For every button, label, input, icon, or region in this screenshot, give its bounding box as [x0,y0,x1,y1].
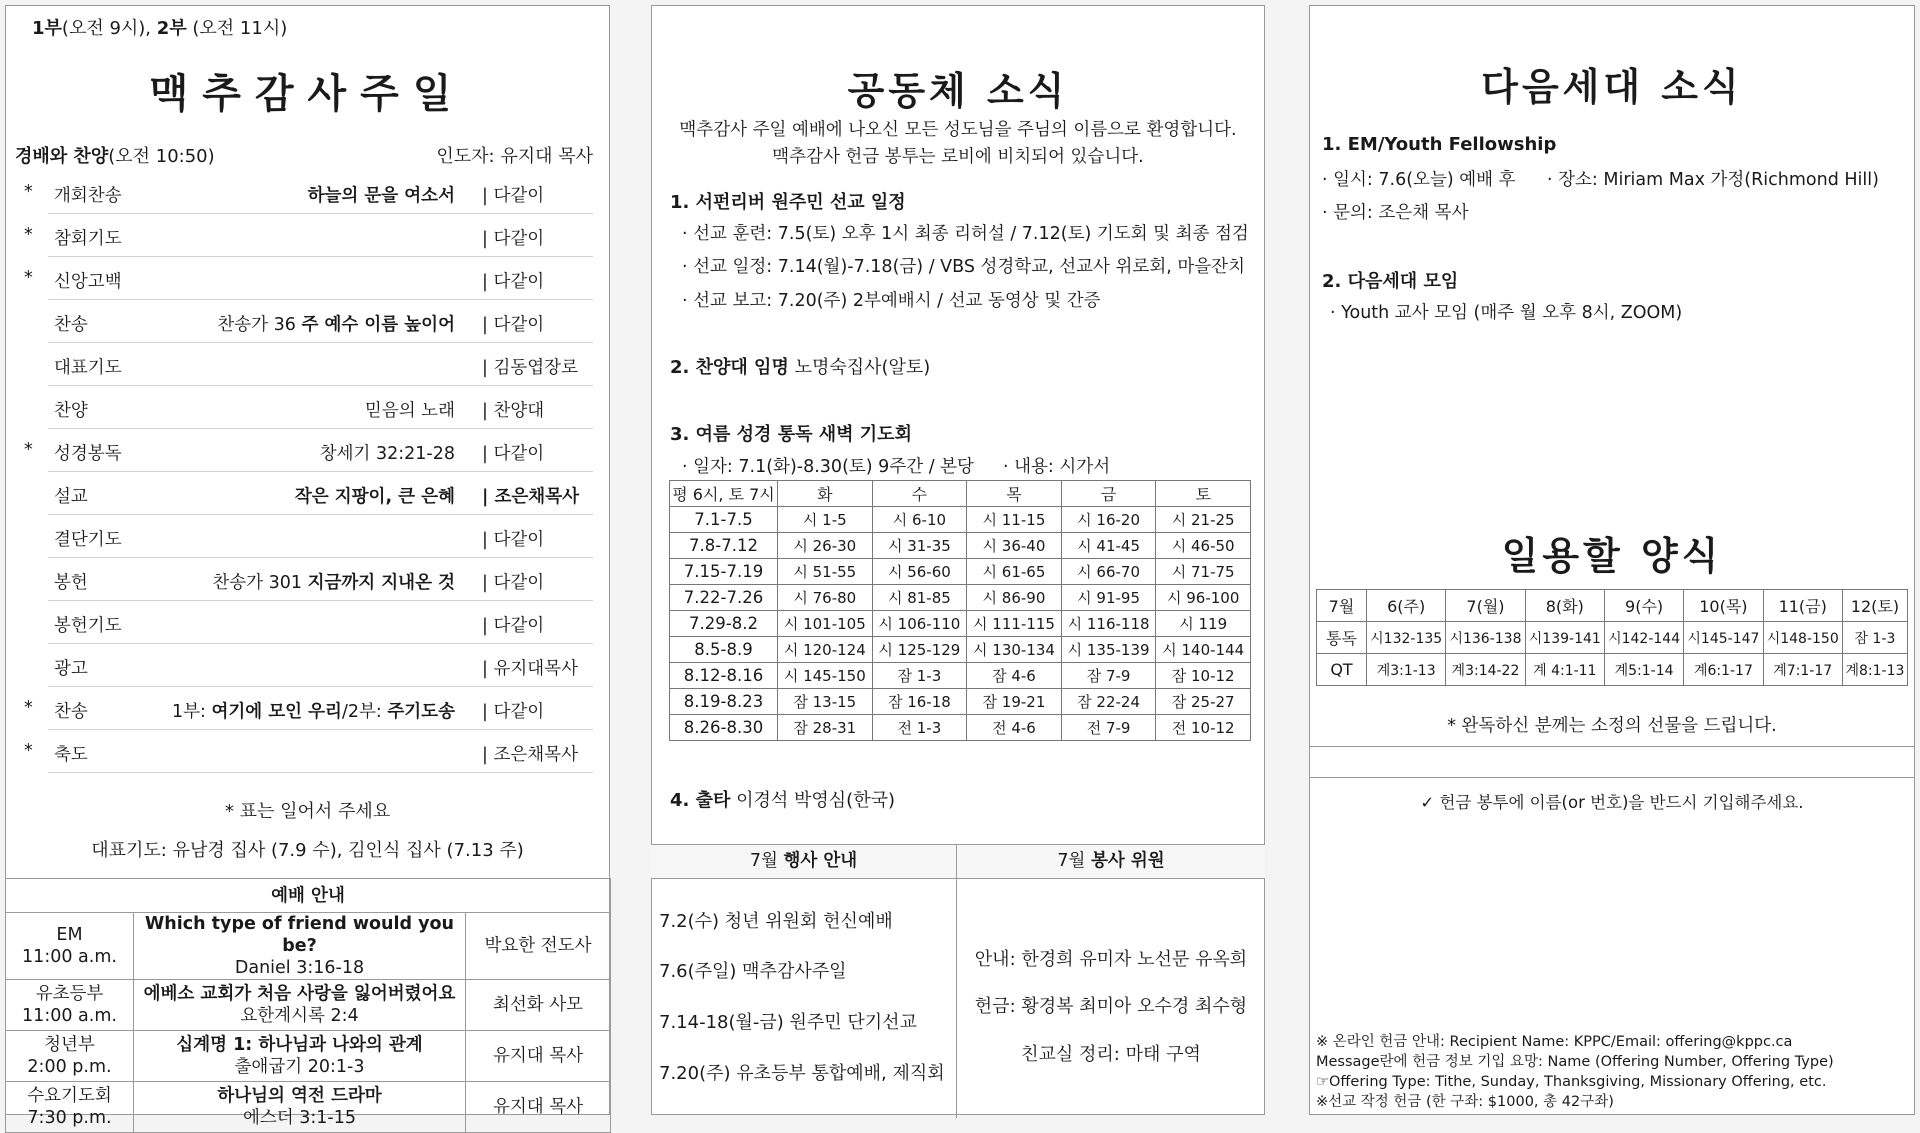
mission-section-title: 1. 서펀리버 원주민 선교 일정 [670,192,906,213]
youth-fellowship-title: 1. EM/Youth Fellowship [1322,134,1557,155]
service-time: 7:30 p.m. [27,1108,112,1128]
reading-cell: 전 4-6 [967,715,1062,741]
table-row [670,715,1251,741]
page-title: 맥추감사주일 [149,71,466,117]
events-header-label: 행사 안내 [783,851,858,871]
away-section [670,786,895,812]
volunteers-header-label: 봉사 위원 [1090,851,1165,871]
service-2-time: (오전 11시) [186,18,288,39]
service-2-label: /2부: [341,702,388,722]
table-row [6,980,611,1031]
table-header-row [670,481,1251,507]
table-row [670,585,1251,611]
sermon-cell [134,1082,466,1133]
sermon-cell [134,913,466,980]
col-header: 8(화) [1525,590,1604,622]
table-row [6,913,611,980]
order-item-name: 찬양 [54,401,88,421]
reading-cell: 시 119 [1156,611,1251,637]
order-item-name: 신앙고백 [54,272,122,292]
scripture-reference: 창세기 32:21-28 [319,444,455,464]
order-item-name: 봉헌기도 [54,616,122,636]
choir-title: 2. 찬양대 임명 [670,357,789,378]
reading-cell: 잠 1-3 [872,663,967,689]
gift-note: * 완독하신 분께는 소정의 선물을 드립니다. [1447,716,1777,736]
reading-cell: 잠 19-21 [967,689,1062,715]
col-header: 목 [967,481,1062,507]
next-gen-meeting-title: 2. 다음세대 모임 [1322,271,1459,292]
stand-marker: * [24,698,33,718]
mission-report: · 선교 보고: 7.20(주) 2부예배시 / 선교 동영상 및 간증 [682,291,1101,311]
reading-cell: 잠 22-24 [1061,689,1156,715]
reading-cell: 시 140-144 [1156,637,1251,663]
reading-cell: 시142-144 [1604,622,1683,654]
reading-cell: 시 145-150 [778,663,873,689]
table-row [6,1082,611,1133]
order-item-detail [217,311,455,336]
july-info-grid [651,844,1265,1117]
service-name: 유초등부 [35,984,104,1004]
order-item-detail [212,569,455,594]
volunteers-header-month: 7월 [1057,851,1091,871]
divider [1310,746,1914,747]
preacher-cell: 박요한 전도사 [466,913,611,980]
order-item-detail: 믿음의 노래 [364,401,455,421]
week-range: 8.26-8.30 [670,715,778,741]
col-header: 화 [778,481,873,507]
reading-cell: 잠 7-9 [1061,663,1156,689]
row-label: 통독 [1317,622,1367,654]
reading-cell: 시 51-55 [778,559,873,585]
order-item-person: | 다같이 [482,616,545,636]
week-range: 7.29-8.2 [670,611,778,637]
worship-header [15,142,593,168]
divider [1310,777,1914,778]
reading-cell: 시 76-80 [778,585,873,611]
reading-cell: 전 10-12 [1156,715,1251,741]
stand-marker: * [24,182,33,202]
sermon-title: 십계명 1: 하나님과 나와의 관계 [176,1035,423,1055]
stand-note: * 표는 일어서 주세요 [224,801,391,822]
volunteers-column [957,845,1265,1118]
volunteer-item: 안내: 한경희 유미자 노선문 유옥희 [974,949,1248,970]
order-row [24,257,593,300]
qt-cell: 계6:1-17 [1684,654,1763,686]
reading-cell: 시 66-70 [1061,559,1156,585]
order-row [24,687,593,730]
stand-marker: * [24,225,33,245]
reading-cell: 잠 4-6 [967,663,1062,689]
reading-cell: 시136-138 [1446,622,1525,654]
hymn-title: 여기에 모인 우리 [211,702,342,722]
welcome-line-2: 맥추감사 헌금 봉투는 로비에 비치되어 있습니다. [772,147,1144,167]
order-row [48,601,593,644]
preacher-name: | 조은채목사 [482,487,580,507]
sermon-verse: 에스더 3:1-15 [242,1108,357,1128]
qt-cell: 계3:14-22 [1446,654,1525,686]
choir-section [670,353,930,379]
community-news-title: 공동체 소식 [847,69,1069,113]
reading-cell: 시 96-100 [1156,585,1251,611]
away-title: 4. 출타 [670,790,731,811]
order-item-name: 참회기도 [54,229,122,249]
online-note-line: Message란에 헌금 정보 기입 요망: Name (Offering Number, Offering Type) [1316,1054,1834,1070]
service-name-cell [6,980,134,1031]
reading-cell: 시 125-129 [872,637,967,663]
reading-dates: · 일자: 7.1(화)-8.30(토) 9주간 / 본당 [682,457,974,477]
hymn-title: 지금까지 지내온 것 [307,573,455,593]
sermon-title: 에베소 교회가 처음 사랑을 잃어버렸어요 [143,984,456,1004]
table-row [670,533,1251,559]
col-header: 토 [1156,481,1251,507]
table-row [1317,654,1908,686]
order-item-detail [308,182,455,207]
volunteers-header [957,845,1265,879]
order-row [48,343,593,386]
reading-cell: 시132-135 [1367,622,1446,654]
order-item-person [482,483,579,508]
order-of-worship [26,171,593,773]
col-header: 6(주) [1367,590,1446,622]
event-item: 7.2(수) 청년 위원회 헌신예배 [659,911,893,932]
stand-marker: * [24,268,33,288]
sermon-cell [134,980,466,1031]
hymn-title: 주 예수 이름 높이어 [301,315,455,335]
reading-cell: 시 31-35 [872,533,967,559]
reading-cell: 시 1-5 [778,507,873,533]
order-item-person: | 찬양대 [482,401,545,421]
hymn-number: 찬송가 36 [217,315,302,335]
order-item-person: | 다같이 [482,186,545,206]
reading-cell: 시 46-50 [1156,533,1251,559]
service-time: 11:00 a.m. [22,947,117,967]
reading-cell: 시 11-15 [967,507,1062,533]
service-name-cell [6,1031,134,1082]
service-name: 청년부 [44,1035,95,1055]
left-panel-worship-order [5,5,610,1128]
order-row [48,558,593,601]
reading-cell: 시 81-85 [872,585,967,611]
service-name-cell [6,913,134,980]
table-row [670,507,1251,533]
reading-cell: 시 86-90 [967,585,1062,611]
reading-cell: 잠 25-27 [1156,689,1251,715]
service-name-cell [6,1082,134,1133]
table-row [670,637,1251,663]
reading-cell: 전 1-3 [872,715,967,741]
week-range: 7.15-7.19 [670,559,778,585]
event-item: 7.6(주일) 맥추감사주일 [659,961,847,982]
welcome-line-1: 맥추감사 주일 예배에 나오신 모든 성도님을 주님의 이름으로 환영합니다. [679,120,1237,140]
preacher-cell: 유지대 목사 [466,1031,611,1082]
order-item-person: | 조은채목사 [482,745,578,765]
order-row [24,171,593,214]
reading-cell: 시 116-118 [1061,611,1156,637]
reading-cell: 시 21-25 [1156,507,1251,533]
reading-cell: 시139-141 [1525,622,1604,654]
order-item-person: | 다같이 [482,272,545,292]
table-row [1317,622,1908,654]
order-item-name: 설교 [54,487,88,507]
right-panel-next-generation [1309,5,1915,1115]
mission-schedule: · 선교 일정: 7.14(월)-7.18(금) / VBS 성경학교, 선교사 위로회, 마을잔치 [682,257,1245,277]
order-item-name: 봉헌 [54,573,88,593]
reading-cell: 잠 28-31 [778,715,873,741]
col-header: 7(월) [1446,590,1525,622]
order-row [48,300,593,343]
reading-cell: 시 71-75 [1156,559,1251,585]
online-note-line: ☞Offering Type: Tithe, Sunday, Thanksgiving, Missionary Offering, etc. [1316,1074,1827,1090]
service-time: 11:00 a.m. [22,1006,117,1026]
order-row [24,429,593,472]
sermon-title-text: 작은 지팡이, 큰 은혜 [294,487,455,507]
week-range: 8.5-8.9 [670,637,778,663]
choir-text: 노명숙집사(알토) [788,357,931,378]
prayer-note: 대표기도: 유남경 집사 (7.9 수), 김인식 집사 (7.13 주) [91,840,524,861]
fellowship-place: · 장소: Miriam Max 가정(Richmond Hill) [1547,170,1879,190]
order-row [24,214,593,257]
order-item-name: 성경봉독 [54,444,122,464]
order-item-person: | 다같이 [482,444,545,464]
sermon-verse: 출애굽기 20:1-3 [234,1057,365,1077]
qt-cell: 계7:1-17 [1763,654,1842,686]
services-table [5,878,611,1133]
col-header: 금 [1061,481,1156,507]
reading-cell: 잠 13-15 [778,689,873,715]
table-row [670,689,1251,715]
preacher-cell: 유지대 목사 [466,1082,611,1133]
middle-panel-community-news [651,5,1265,1115]
online-note-line: ※선교 작정 헌금 (한 구좌: $1000, 총 42구좌) [1316,1094,1614,1110]
order-item-person: | 다같이 [482,573,545,593]
sermon-verse: Daniel 3:16-18 [234,958,365,978]
service-2: 2부 [156,18,187,39]
col-header: 수 [872,481,967,507]
reading-cell: 시 120-124 [778,637,873,663]
order-item-name: 결단기도 [54,530,122,550]
reading-cell: 시 16-20 [1061,507,1156,533]
order-row [24,730,593,773]
service-name: 수요기도회 [27,1086,112,1106]
order-item-person: | 다같이 [482,315,545,335]
order-item-name: 찬송 [54,702,88,722]
order-item-name: 대표기도 [54,358,122,378]
events-column [651,845,957,1118]
qt-cell: 계 4:1-11 [1525,654,1604,686]
reading-cell: 시145-147 [1684,622,1763,654]
online-offering-notes [1316,1032,1834,1112]
service-time: 2:00 p.m. [27,1057,112,1077]
order-item-detail [172,698,455,723]
worship-label: 경배와 찬양 [15,146,109,167]
reading-cell: 시 41-45 [1061,533,1156,559]
order-item-person: | 다같이 [482,229,545,249]
table-row [670,559,1251,585]
event-item: 7.20(주) 유초등부 통합예배, 제직회 [659,1063,945,1084]
order-item-name: 축도 [54,745,88,765]
event-item: 7.14-18(월-금) 원주민 단기선교 [659,1012,917,1033]
qt-cell: 계5:1-14 [1604,654,1683,686]
reading-cell: 시 111-115 [967,611,1062,637]
reading-cell: 시 91-95 [1061,585,1156,611]
week-range: 7.1-7.5 [670,507,778,533]
service-name: EM [56,925,83,945]
week-range: 7.8-7.12 [670,533,778,559]
col-header: 10(목) [1684,590,1763,622]
week-range: 8.19-8.23 [670,689,778,715]
preacher-cell: 최선화 사모 [466,980,611,1031]
reading-cell: 시 61-65 [967,559,1062,585]
volunteer-item: 친교실 정리: 마태 구역 [1021,1044,1201,1065]
table-header-row [1317,590,1908,622]
sermon-verse: 요한계시록 2:4 [240,1006,359,1026]
order-row [48,644,593,687]
service-1-time: (오전 9시), [61,18,157,39]
teacher-meeting: · Youth 교사 모임 (매주 월 오후 8시, ZOOM) [1330,303,1683,323]
service-times [32,14,287,40]
reading-cell: 시 130-134 [967,637,1062,663]
reading-cell: 시 26-30 [778,533,873,559]
reading-content: · 내용: 시가서 [1003,457,1111,477]
order-item-name: 찬송 [54,315,88,335]
reading-table [669,480,1251,741]
stand-marker: * [24,440,33,460]
daily-bread-table [1316,589,1908,686]
away-text: 이경석 박영심(한국) [730,790,895,811]
fellowship-time: · 일시: 7.6(오늘) 예배 후 [1322,170,1516,190]
qt-cell: 계8:1-13 [1842,654,1907,686]
stand-marker: * [24,741,33,761]
col-header: 11(금) [1763,590,1842,622]
envelope-note: ✓ 헌금 봉투에 이름(or 번호)을 반드시 기입해주세요. [1420,793,1804,812]
sermon-title [295,483,455,508]
events-header-month: 7월 [749,851,784,871]
events-header [651,845,956,879]
reading-section-title: 3. 여름 성경 통독 새벽 기도회 [670,424,912,445]
reading-cell: 시 135-139 [1061,637,1156,663]
col-header: 평 6시, 토 7시 [670,481,778,507]
mission-training: · 선교 훈련: 7.5(토) 오후 1시 최종 리허설 / 7.12(토) 기도회 및 최종 점검 [682,224,1249,244]
sermon-cell [134,1031,466,1082]
week-range: 7.22-7.26 [670,585,778,611]
reading-cell: 시 6-10 [872,507,967,533]
col-header: 12(토) [1842,590,1907,622]
order-row [48,472,593,515]
order-item-name: 광고 [54,659,88,679]
order-item-person: | 다같이 [482,530,545,550]
qt-cell: 계3:1-13 [1367,654,1446,686]
col-header: 7월 [1317,590,1367,622]
col-header: 9(수) [1604,590,1683,622]
service-1-label: 1부: [171,702,212,722]
reading-cell: 시148-150 [1763,622,1842,654]
services-header: 예배 안내 [6,879,611,913]
table-row [670,611,1251,637]
sermon-title: 하나님의 역전 드라마 [217,1086,382,1106]
order-item-name: 개회찬송 [54,186,122,206]
hymn-title: 하늘의 문을 여소서 [307,186,455,206]
fellowship-contact: · 문의: 조은채 목사 [1322,203,1469,223]
order-row [48,386,593,429]
reading-cell: 잠 10-12 [1156,663,1251,689]
reading-cell: 시 106-110 [872,611,967,637]
reading-cell: 시 56-60 [872,559,967,585]
reading-cell: 잠 16-18 [872,689,967,715]
order-item-person: | 다같이 [482,702,545,722]
reading-cell: 잠 1-3 [1842,622,1907,654]
hymn-title-2: 주기도송 [387,702,455,722]
week-range: 8.12-8.16 [670,663,778,689]
hymn-number: 찬송가 301 [212,573,308,593]
worship-time: (오전 10:50) [108,146,215,167]
worship-leader: 인도자: 유지대 목사 [436,146,593,167]
sermon-title: Which type of friend would you be? [144,914,455,956]
order-item-person: | 김동엽장로 [482,358,578,378]
table-row [670,663,1251,689]
reading-cell: 전 7-9 [1061,715,1156,741]
order-row [48,515,593,558]
next-generation-title: 다음세대 소식 [1481,65,1743,109]
volunteer-item: 헌금: 황경복 최미아 오수경 최수형 [974,996,1248,1017]
table-row [6,1031,611,1082]
order-item-person: | 유지대목사 [482,659,578,679]
reading-cell: 시 36-40 [967,533,1062,559]
reading-cell: 시 101-105 [778,611,873,637]
service-1: 1부 [32,18,62,39]
row-label: QT [1317,654,1367,686]
daily-bread-title: 일용할 양식 [1501,534,1723,578]
online-note-line: ※ 온라인 헌금 안내: Recipient Name: KPPC/Email: offering@kppc.ca [1316,1034,1793,1050]
